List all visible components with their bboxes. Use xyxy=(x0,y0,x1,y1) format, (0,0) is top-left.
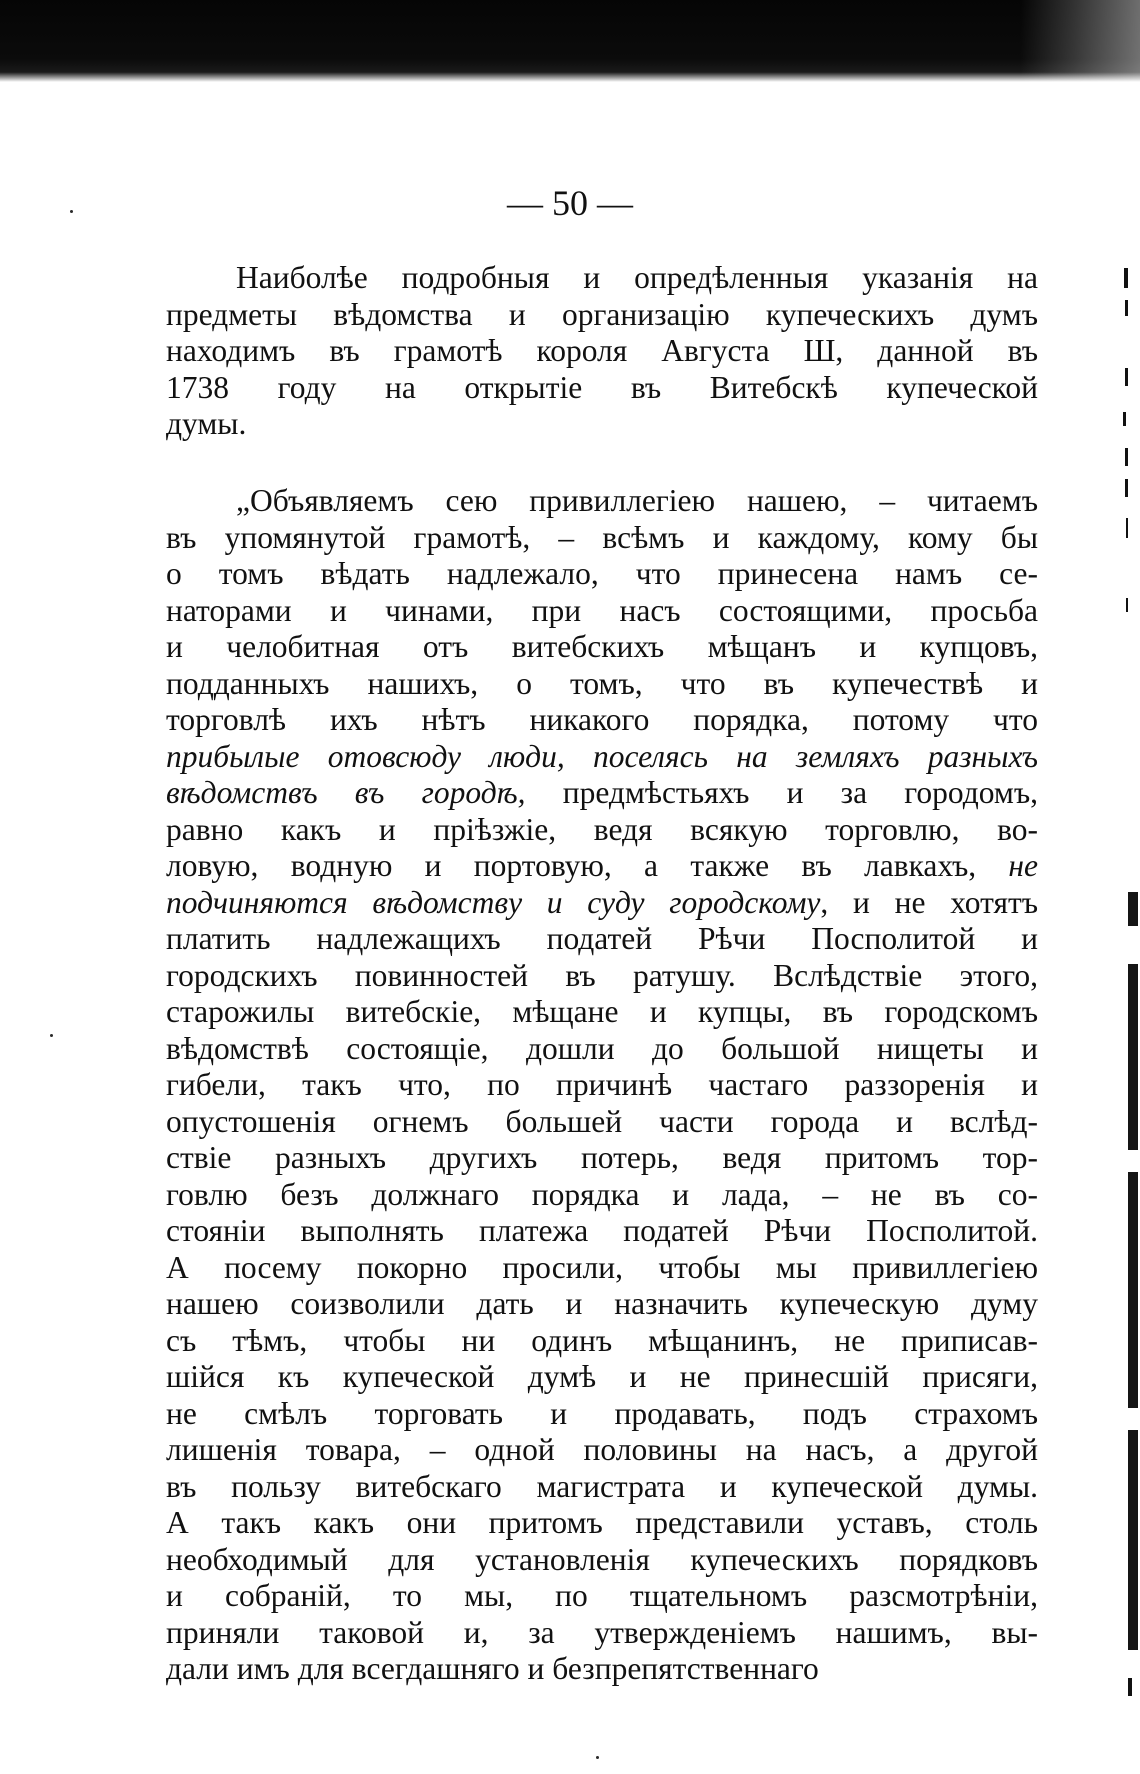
text-line xyxy=(166,1177,1038,1214)
text-line xyxy=(166,1140,1038,1177)
text-segment: платить надлежащихъ податей Рѣчи Посполитой и xyxy=(166,921,1038,956)
edge-bar xyxy=(1128,964,1138,1150)
edge-bar xyxy=(1128,1172,1138,1408)
text-line xyxy=(166,885,1038,922)
text-segment: наторами и чинами, при насъ состоящими, просьба xyxy=(166,592,1038,628)
text-line xyxy=(166,1396,1038,1433)
text-segment: подданныхъ нашихъ, о томъ, что въ купечествѣ и xyxy=(166,665,1038,701)
text-segment: и собраній, то мы, по тщательномъ разсмотрѣніи, xyxy=(166,1578,1038,1613)
text-line xyxy=(166,593,1038,630)
text-line xyxy=(166,812,1038,849)
text-segment: гибели, такъ что, по причинѣ частаго раззоренія и xyxy=(166,1067,1038,1102)
text-segment: ловую, водную и портовую, а также въ лавкахъ, xyxy=(166,848,1009,883)
text-segment: говлю безъ должнаго порядка и лада, – не въ со- xyxy=(166,1176,1038,1212)
text-segment: равно какъ и пріѣзжіе, ведя всякую торговлю, во- xyxy=(166,811,1038,847)
edge-mark xyxy=(1126,518,1128,538)
edge-mark xyxy=(1126,598,1128,612)
text-line xyxy=(166,520,1038,557)
text-segment: вѣдомствѣ состоящіе, дошли до большой нищеты и xyxy=(166,1030,1038,1066)
text-segment: необходимый для установленія купеческихъ порядковъ xyxy=(166,1541,1038,1577)
edge-bar xyxy=(1128,1430,1138,1650)
text-segment: лишенія товара, – одной половины на насъ, а другой xyxy=(166,1432,1038,1467)
text-segment: торговлѣ ихъ нѣтъ никакого порядка, потому что xyxy=(166,702,1038,737)
text-segment: нашею соизволили дать и назначить купеческую думу xyxy=(166,1286,1038,1321)
text-segment: шійся къ купеческой думѣ и не принесшій присяги, xyxy=(166,1359,1038,1394)
text-line xyxy=(166,483,1038,520)
text-line xyxy=(166,666,1038,703)
text-line xyxy=(166,1505,1038,1542)
text-segment: 1738 году на открытіе въ Витебскѣ купеческой xyxy=(166,369,1038,405)
text-segment: въ упомянутой грамотѣ, – всѣмъ и каждому, кому бы xyxy=(166,519,1038,555)
text-segment: Наиболѣе подробныя и опредѣленныя указанія на xyxy=(236,260,1038,295)
edge-mark xyxy=(1125,300,1128,316)
text-line xyxy=(166,739,1038,776)
text-segment: и челобитная отъ витебскихъ мѣщанъ и купцовъ, xyxy=(166,629,1038,664)
text-line xyxy=(166,333,1038,370)
text-line xyxy=(166,958,1038,995)
text-segment: дали имъ для всегдашняго и безпрепятственнаго xyxy=(166,1651,819,1686)
text-segment: опустошенія огнемъ большей части города и вслѣд- xyxy=(166,1103,1038,1139)
text-segment: стояніи выполнять платежа податей Рѣчи Посполитой. xyxy=(166,1213,1038,1248)
text-line xyxy=(166,1469,1038,1506)
text-line xyxy=(166,1104,1038,1141)
text-segment: думы. xyxy=(166,406,247,441)
edge-mark xyxy=(1123,412,1126,426)
text-segment: предметы вѣдомства и организацію купеческихъ думъ xyxy=(166,296,1038,332)
text-line xyxy=(166,260,1038,297)
text-line xyxy=(166,1615,1038,1652)
edge-mark xyxy=(1125,479,1128,497)
edge-mark xyxy=(1128,1678,1132,1696)
edge-mark xyxy=(1124,268,1128,288)
italic-text: вѣдомствъ въ городѣ, xyxy=(166,775,526,810)
text-line xyxy=(166,1432,1038,1469)
text-segment: А такъ какъ они притомъ представили уставъ, столь xyxy=(166,1505,1038,1540)
text-segment: „Объявляемъ сею привиллегіею нашею, – читаемъ xyxy=(236,483,1038,518)
italic-text: прибылые отовсюду люди, поселясь на земляхъ разныхъ xyxy=(166,738,1038,774)
text-line xyxy=(166,1651,1038,1688)
text-line xyxy=(166,848,1038,885)
text-segment: городскихъ повинностей въ ратушу. Вслѣдствіе этого, xyxy=(166,957,1038,993)
text-line xyxy=(166,297,1038,334)
text-line xyxy=(166,1250,1038,1287)
text-line xyxy=(166,406,1038,443)
text-line xyxy=(166,1542,1038,1579)
scan-speck xyxy=(596,1756,599,1759)
text-line xyxy=(166,921,1038,958)
text-segment: , и не хотятъ xyxy=(820,884,1038,920)
italic-text: подчиняются вѣдомству и суду городскому xyxy=(166,884,821,920)
italic-text: не xyxy=(1008,848,1038,883)
text-segment: въ пользу витебскаго магистрата и купеческой думы. xyxy=(166,1468,1038,1504)
text-line xyxy=(166,994,1038,1031)
scan-top-shadow xyxy=(0,0,1140,82)
text-line xyxy=(166,629,1038,666)
text-line xyxy=(166,1323,1038,1360)
text-line xyxy=(166,1359,1038,1396)
text-line xyxy=(166,1286,1038,1323)
text-line xyxy=(166,775,1038,812)
text-segment: съ тѣмъ, чтобы ни одинъ мѣщанинъ, не приписав- xyxy=(166,1322,1038,1358)
edge-mark xyxy=(1125,448,1128,466)
text-segment: ствіе разныхъ другихъ потерь, ведя притомъ тор- xyxy=(166,1140,1038,1175)
edge-mark xyxy=(1125,368,1128,386)
text-segment: предмѣстьяхъ и за городомъ, xyxy=(525,775,1038,810)
scan-speck xyxy=(50,1034,53,1037)
text-segment: не смѣлъ торговать и продавать, подъ страхомъ xyxy=(166,1395,1038,1431)
text-segment: приняли таковой и, за утвержденіемъ нашимъ, вы- xyxy=(166,1614,1038,1650)
text-segment: находимъ въ грамотѣ короля Августа Ш, данной въ xyxy=(166,333,1038,368)
text-line xyxy=(166,702,1038,739)
paragraph xyxy=(166,260,1038,443)
text-line xyxy=(166,1031,1038,1068)
page-number: — 50 — xyxy=(507,183,633,223)
text-segment: А посему покорно просили, чтобы мы привиллегіею xyxy=(166,1249,1038,1285)
text-line xyxy=(166,1213,1038,1250)
text-line xyxy=(166,1067,1038,1104)
text-line xyxy=(166,1578,1038,1615)
text-line xyxy=(166,370,1038,407)
text-segment: старожилы витебскіе, мѣщане и купцы, въ городскомъ xyxy=(166,994,1038,1029)
edge-bar xyxy=(1128,892,1138,926)
text-line xyxy=(166,556,1038,593)
right-scan-edge xyxy=(1114,82,1140,1774)
text-segment: о томъ вѣдать надлежало, что принесена намъ се- xyxy=(166,556,1038,591)
paragraph xyxy=(166,483,1038,1688)
